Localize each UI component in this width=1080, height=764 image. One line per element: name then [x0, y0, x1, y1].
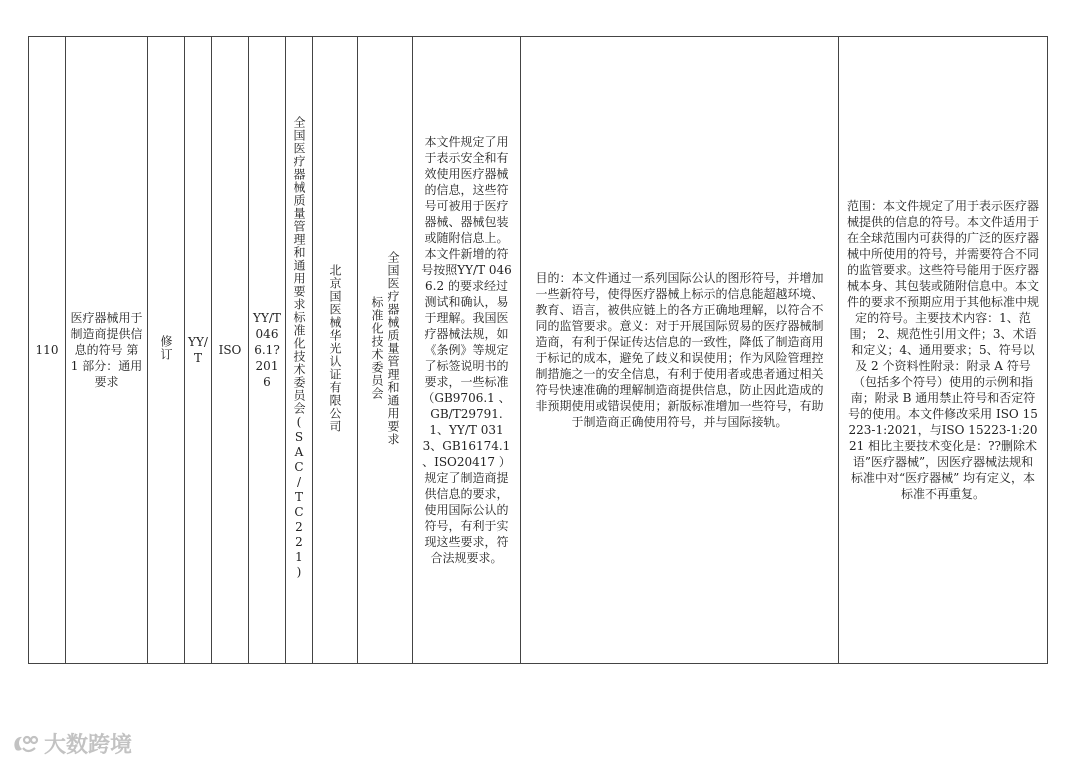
cell-purpose	[521, 37, 839, 664]
cell-replaced	[249, 37, 286, 664]
cell-necessity	[413, 37, 521, 664]
watermark-logo-icon	[10, 728, 40, 758]
replaced-standard: YY/T 0466.1?2016	[253, 311, 281, 389]
adopted-standard: ISO	[218, 343, 242, 357]
drafting-unit: 北京国医械华光认证有限公司	[328, 263, 342, 433]
project-type: 修订	[159, 335, 173, 361]
standard-category: YY/T	[188, 335, 208, 365]
technical-committee: 全国医疗器械质量管理和通用要求标准化技术委员会	[370, 250, 400, 446]
standard-name: 医疗器械用于制造商提供信息的符号 第 1 部分：通用要求	[70, 311, 143, 389]
standards-table	[28, 36, 1048, 664]
cell-type	[148, 37, 185, 664]
cell-name	[66, 37, 148, 664]
table-row	[29, 37, 1048, 664]
cell-tc	[358, 37, 413, 664]
cell-no	[29, 37, 66, 664]
responsible-committee: 全国医疗器械质量管理和通用要求标准化技术委员会(SAC/TC221)	[292, 116, 306, 580]
cell-scope	[839, 37, 1048, 664]
cell-category	[185, 37, 212, 664]
cell-committee	[286, 37, 313, 664]
watermark-text: 大数跨境	[44, 732, 133, 758]
necessity-text: 本文件规定了用于表示安全和有效使用医疗器械的信息，这些符号可被用于医疗器械、器械包装或随附信息上。本文件新增的符号按照YY/T 0466.2 的要求经过测试和确认，易于理解。我国医疗器械法规，如《条例》等规定了标签说明书的要求，一些标准（GB9706.1 、GB/T29791.1、YY/T 0313、GB16174.1 、ISO20417 ）规定了制造商提供信息的要求，使用国际公认的符号，有利于实现这些要求，符合法规要求。	[421, 135, 512, 565]
watermark	[10, 727, 132, 759]
cell-adopt	[212, 37, 249, 664]
cell-drafter	[313, 37, 358, 664]
scope-text: 范围：本文件规定了用于表示医疗器械提供的信息的符号。本文件适用于在全球范围内可获得的广泛的医疗器械中所使用的符号，并需要符合不同的监管要求。这些符号能用于医疗器械本身、其包装或随附信息中。本文件的要求不预期应用于其他标准中规定的符号。主要技术内容：1、范围； 2、规范性引用文件；3、术语和定义；4、通用要求；5、符号以及 2 个资料性附录：附录 A 符号（包括多个符号）使用的示例和指南；附录 B 通用禁止符号和否定符号的使用。本文件修改采用 ISO 15223-1:2021，与ISO 15223-1:2021 相比主要技术变化是：??删除术语”医疗器械”，因医疗器械法规和标准中对“医疗器械” 均有定义，本标准不再重复。	[847, 199, 1040, 501]
row-number: 110	[35, 343, 59, 357]
purpose-text: 目的：本文件通过一系列国际公认的图形符号，并增加一些新符号，使得医疗器械上标示的信息能超越环境、教育、语言，被供应链上的各方正确地理解，以符合不同的监管要求。意义：对于开展国际贸易的医疗器械制造商，有利于保证传达信息的一致性，降低了制造商用于标记的成本，避免了歧义和误使用；作为风险管理控制措施之一的安全信息，有利于使用者或患者通过相关符号快速准确的理解制造商提供信息，防止因此造成的非预期使用或错误使用；新版标准增加一些符号，有助于制造商正确使用符号，并与国际接轨。	[535, 271, 824, 429]
